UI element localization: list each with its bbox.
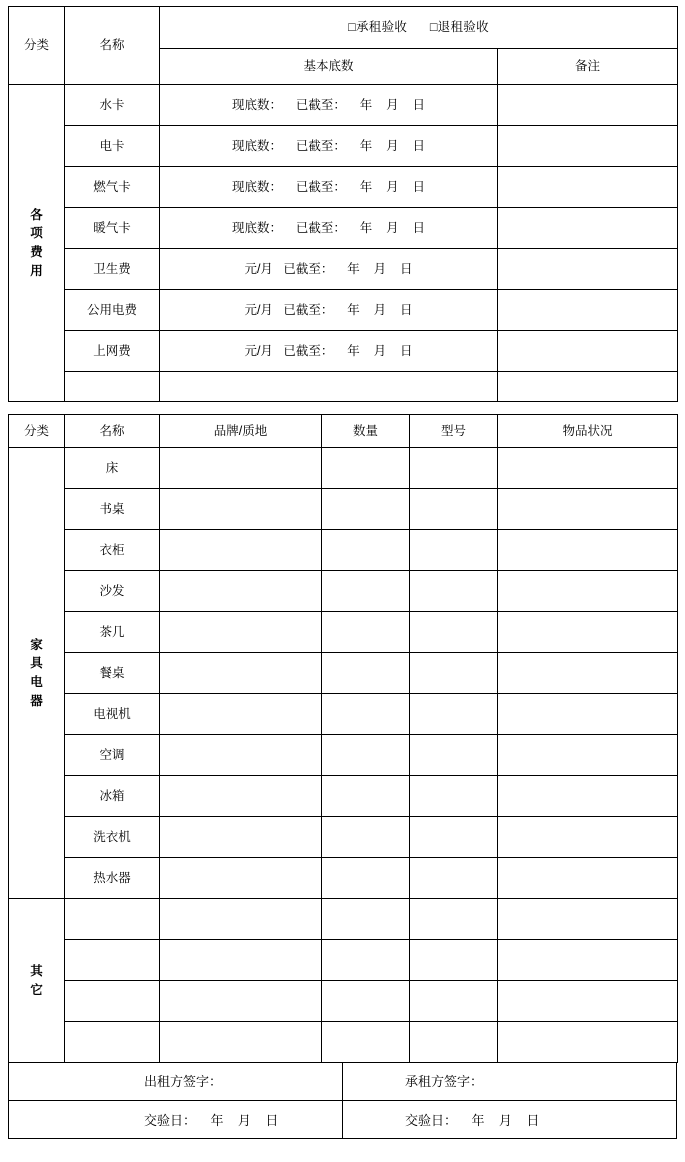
table-row bbox=[9, 571, 678, 612]
cell-state-wardrobe[interactable] bbox=[498, 530, 678, 571]
table-row bbox=[9, 940, 678, 981]
row-label-television: 电视机 bbox=[65, 694, 160, 735]
row-label-water-heater: 热水器 bbox=[65, 858, 160, 899]
remark-electric-card[interactable] bbox=[498, 126, 678, 167]
cell-model-desk[interactable] bbox=[410, 489, 498, 530]
furniture-header-row bbox=[9, 415, 678, 448]
cell-qty-other-2[interactable] bbox=[322, 940, 410, 981]
cell-brand-other-2[interactable] bbox=[160, 940, 322, 981]
cell-state-desk[interactable] bbox=[498, 489, 678, 530]
table-row bbox=[9, 612, 678, 653]
table-row bbox=[9, 249, 678, 290]
row-label-public-electric-fee: 公用电费 bbox=[65, 290, 160, 331]
cell-qty-television[interactable] bbox=[322, 694, 410, 735]
cell-brand-water-heater[interactable] bbox=[160, 858, 322, 899]
row-label-bed: 床 bbox=[65, 448, 160, 489]
base-field-sanitation-fee[interactable]: 元/月 已截至： 年 月 日 bbox=[160, 249, 498, 290]
furniture-col-brand: 品牌/质地 bbox=[160, 415, 322, 448]
cell-brand-desk[interactable] bbox=[160, 489, 322, 530]
cell-model-dining-table[interactable] bbox=[410, 653, 498, 694]
cell-brand-bed[interactable] bbox=[160, 448, 322, 489]
row-label-other-1[interactable] bbox=[65, 899, 160, 940]
row-label-internet-fee: 上网费 bbox=[65, 331, 160, 372]
table-row bbox=[9, 776, 678, 817]
base-field-internet-fee[interactable]: 元/月 已截至： 年 月 日 bbox=[160, 331, 498, 372]
remark-gas-card[interactable] bbox=[498, 167, 678, 208]
table-row bbox=[9, 1022, 678, 1063]
lessee-date-label: 交验日： 年 月 日 bbox=[405, 1112, 540, 1128]
cell-qty-other-4[interactable] bbox=[322, 1022, 410, 1063]
cell-model-television[interactable] bbox=[410, 694, 498, 735]
cell-brand-washing-machine[interactable] bbox=[160, 817, 322, 858]
cell-model-washing-machine[interactable] bbox=[410, 817, 498, 858]
cell-qty-washing-machine[interactable] bbox=[322, 817, 410, 858]
base-field-electric-card[interactable]: 现底数： 已截至： 年 月 日 bbox=[160, 126, 498, 167]
cell-state-dining-table[interactable] bbox=[498, 653, 678, 694]
base-field-blank[interactable] bbox=[160, 372, 498, 402]
section-divider bbox=[8, 402, 677, 414]
cell-state-air-conditioner[interactable] bbox=[498, 735, 678, 776]
cell-state-other-3[interactable] bbox=[498, 981, 678, 1022]
cell-qty-water-heater[interactable] bbox=[322, 858, 410, 899]
header-col-name: 名称 bbox=[65, 7, 160, 85]
cell-qty-refrigerator[interactable] bbox=[322, 776, 410, 817]
table-row bbox=[9, 85, 678, 126]
row-label-washing-machine: 洗衣机 bbox=[65, 817, 160, 858]
cell-state-bed[interactable] bbox=[498, 448, 678, 489]
cell-brand-dining-table[interactable] bbox=[160, 653, 322, 694]
cell-state-television[interactable] bbox=[498, 694, 678, 735]
base-field-water-card[interactable]: 现底数： 已截至： 年 月 日 bbox=[160, 85, 498, 126]
header-col-category: 分类 bbox=[9, 7, 65, 85]
cell-state-other-4[interactable] bbox=[498, 1022, 678, 1063]
header-base-count: 基本底数 bbox=[160, 49, 498, 85]
row-label-water-card: 水卡 bbox=[65, 85, 160, 126]
table-row bbox=[9, 817, 678, 858]
cell-brand-sofa[interactable] bbox=[160, 571, 322, 612]
row-label-heating-card: 暖气卡 bbox=[65, 208, 160, 249]
table-row bbox=[9, 735, 678, 776]
table-row bbox=[9, 290, 678, 331]
remark-heating-card[interactable] bbox=[498, 208, 678, 249]
lessee-signature-label: 承租方签字： bbox=[405, 1074, 484, 1090]
table-row bbox=[9, 858, 678, 899]
row-label-wardrobe: 衣柜 bbox=[65, 530, 160, 571]
furniture-table bbox=[8, 414, 678, 1063]
furniture-col-qty: 数量 bbox=[322, 415, 410, 448]
base-field-gas-card[interactable]: 现底数： 已截至： 年 月 日 bbox=[160, 167, 498, 208]
lessor-signature-field[interactable] bbox=[9, 1062, 343, 1100]
row-label-air-conditioner: 空调 bbox=[65, 735, 160, 776]
base-field-heating-card[interactable]: 现底数： 已截至： 年 月 日 bbox=[160, 208, 498, 249]
cell-brand-air-conditioner[interactable] bbox=[160, 735, 322, 776]
cell-model-other-4[interactable] bbox=[410, 1022, 498, 1063]
table-row bbox=[9, 530, 678, 571]
row-label-gas-card: 燃气卡 bbox=[65, 167, 160, 208]
cell-qty-sofa[interactable] bbox=[322, 571, 410, 612]
row-label-sanitation-fee: 卫生费 bbox=[65, 249, 160, 290]
cell-model-other-2[interactable] bbox=[410, 940, 498, 981]
table-row bbox=[9, 126, 678, 167]
row-label-sofa: 沙发 bbox=[65, 571, 160, 612]
cell-qty-desk[interactable] bbox=[322, 489, 410, 530]
category-furniture-appliance: 家 具 电 器 bbox=[9, 448, 65, 899]
furniture-col-state: 物品状况 bbox=[498, 415, 678, 448]
remark-internet-fee[interactable] bbox=[498, 331, 678, 372]
category-other: 其 它 bbox=[9, 899, 65, 1063]
table-row bbox=[9, 372, 678, 402]
furniture-col-name: 名称 bbox=[65, 415, 160, 448]
cell-qty-other-1[interactable] bbox=[322, 899, 410, 940]
utilities-header-row-1 bbox=[9, 7, 678, 49]
table-row bbox=[9, 653, 678, 694]
handover-date-row bbox=[9, 1100, 677, 1138]
lessor-signature-label: 出租方签字： bbox=[144, 1074, 223, 1090]
lessee-date-field[interactable] bbox=[343, 1100, 677, 1138]
cell-qty-other-3[interactable] bbox=[322, 981, 410, 1022]
remark-sanitation-fee[interactable] bbox=[498, 249, 678, 290]
cell-brand-wardrobe[interactable] bbox=[160, 530, 322, 571]
lessor-date-label: 交验日： 年 月 日 bbox=[144, 1112, 279, 1128]
table-row bbox=[9, 448, 678, 489]
cell-model-wardrobe[interactable] bbox=[410, 530, 498, 571]
cell-model-refrigerator[interactable] bbox=[410, 776, 498, 817]
row-label-dining-table: 餐桌 bbox=[65, 653, 160, 694]
cell-brand-other-1[interactable] bbox=[160, 899, 322, 940]
row-label-desk: 书桌 bbox=[65, 489, 160, 530]
cell-qty-wardrobe[interactable] bbox=[322, 530, 410, 571]
cell-model-water-heater[interactable] bbox=[410, 858, 498, 899]
cell-brand-coffee-table[interactable] bbox=[160, 612, 322, 653]
table-row bbox=[9, 331, 678, 372]
cell-state-other-2[interactable] bbox=[498, 940, 678, 981]
row-label-electric-card: 电卡 bbox=[65, 126, 160, 167]
cell-brand-other-4[interactable] bbox=[160, 1022, 322, 1063]
row-label-other-3[interactable] bbox=[65, 981, 160, 1022]
cell-model-bed[interactable] bbox=[410, 448, 498, 489]
cell-state-refrigerator[interactable] bbox=[498, 776, 678, 817]
cell-model-other-1[interactable] bbox=[410, 899, 498, 940]
cell-model-air-conditioner[interactable] bbox=[410, 735, 498, 776]
table-row bbox=[9, 981, 678, 1022]
cell-qty-dining-table[interactable] bbox=[322, 653, 410, 694]
remark-blank[interactable] bbox=[498, 372, 678, 402]
base-field-public-electric-fee[interactable]: 元/月 已截至： 年 月 日 bbox=[160, 290, 498, 331]
table-row bbox=[9, 489, 678, 530]
row-label-other-4[interactable] bbox=[65, 1022, 160, 1063]
cell-model-other-3[interactable] bbox=[410, 981, 498, 1022]
cell-qty-air-conditioner[interactable] bbox=[322, 735, 410, 776]
table-row bbox=[9, 899, 678, 940]
row-label-coffee-table: 茶几 bbox=[65, 612, 160, 653]
acceptance-type-options[interactable]: □承租验收 □退租验收 bbox=[160, 7, 678, 49]
row-label-blank[interactable] bbox=[65, 372, 160, 402]
cell-brand-refrigerator[interactable] bbox=[160, 776, 322, 817]
row-label-other-2[interactable] bbox=[65, 940, 160, 981]
category-utilities: 各 项 费 用 bbox=[9, 85, 65, 402]
cell-brand-other-3[interactable] bbox=[160, 981, 322, 1022]
remark-public-electric-fee[interactable] bbox=[498, 290, 678, 331]
furniture-col-model: 型号 bbox=[410, 415, 498, 448]
remark-water-card[interactable] bbox=[498, 85, 678, 126]
cell-state-sofa[interactable] bbox=[498, 571, 678, 612]
table-row bbox=[9, 208, 678, 249]
cell-brand-television[interactable] bbox=[160, 694, 322, 735]
table-row bbox=[9, 167, 678, 208]
header-remark: 备注 bbox=[498, 49, 678, 85]
lessor-date-field[interactable] bbox=[9, 1100, 343, 1138]
furniture-col-category: 分类 bbox=[9, 415, 65, 448]
cell-qty-bed[interactable] bbox=[322, 448, 410, 489]
cell-state-coffee-table[interactable] bbox=[498, 612, 678, 653]
cell-qty-coffee-table[interactable] bbox=[322, 612, 410, 653]
table-row bbox=[9, 694, 678, 735]
cell-state-water-heater[interactable] bbox=[498, 858, 678, 899]
utilities-table bbox=[8, 6, 678, 402]
signature-row bbox=[9, 1062, 677, 1100]
cell-state-other-1[interactable] bbox=[498, 899, 678, 940]
row-label-refrigerator: 冰箱 bbox=[65, 776, 160, 817]
cell-model-sofa[interactable] bbox=[410, 571, 498, 612]
lessee-signature-field[interactable] bbox=[343, 1062, 677, 1100]
cell-state-washing-machine[interactable] bbox=[498, 817, 678, 858]
signature-table bbox=[8, 1062, 677, 1139]
cell-model-coffee-table[interactable] bbox=[410, 612, 498, 653]
